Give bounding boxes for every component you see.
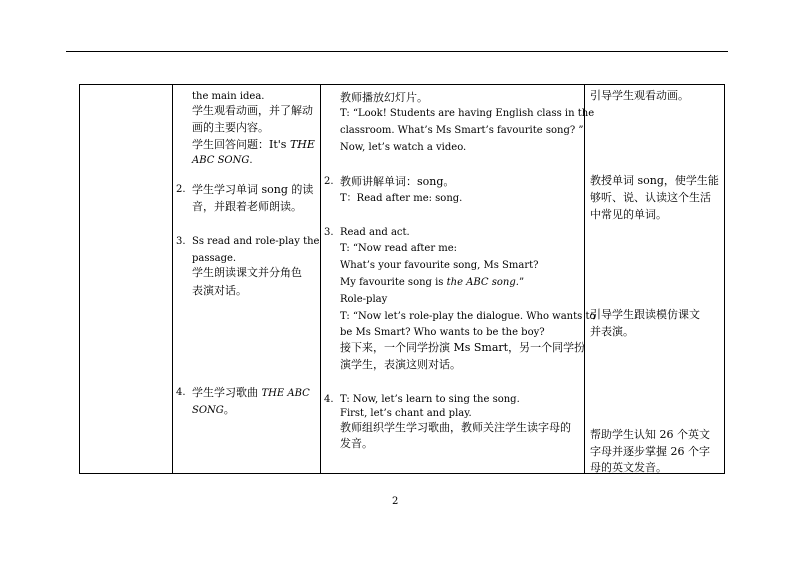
teacher-item-2-number: 2. — [324, 176, 334, 187]
header-rule — [66, 51, 728, 52]
student-item-3-line-3: 学生朗读课文并分角色 — [192, 266, 302, 279]
purpose-4-line-3: 母的英文发音。 — [590, 461, 667, 474]
column-divider-3 — [584, 84, 585, 474]
student-item-2-line-1: 学生学习单词 song 的读 — [192, 183, 314, 196]
teacher-item-4-line-1: T: Now, let’s learn to sing the song. — [340, 394, 520, 405]
student-item-4-line-1: 学生学习歌曲 THE ABC — [192, 386, 310, 399]
student-intro-line-2: 学生观看动画，并了解动 — [192, 104, 313, 117]
student-item-3-line-4: 表演对话。 — [192, 284, 247, 297]
teacher-item-3-line-9: 演学生，表演这则对话。 — [340, 358, 461, 371]
teacher-item-3-line-6: T: “Now let’s role-play the dialogue. Who wants to — [340, 311, 596, 322]
purpose-3-line-1: 引导学生跟读模仿课文 — [590, 308, 700, 321]
teacher-item-3-line-2: T: “Now read after me: — [340, 243, 458, 254]
teacher-intro-line-2: T: “Look! Students are having English class in the — [340, 108, 595, 119]
teacher-intro-line-3: classroom. What’s Ms Smart’s favourite song? ” — [340, 125, 584, 136]
teacher-item-4-line-3: 教师组织学生学习歌曲，教师关注学生读字母的 — [340, 421, 571, 434]
teacher-item-3-line-3: What’s your favourite song, Ms Smart? — [340, 260, 539, 271]
purpose-2-line-1: 教授单词 song，使学生能 — [590, 174, 719, 187]
column-divider-1 — [172, 84, 173, 474]
teacher-item-2-line-1: 教师讲解单词：song。 — [340, 175, 455, 188]
purpose-1: 引导学生观看动画。 — [590, 89, 689, 102]
student-item-4-line-2: SONG。 — [192, 403, 235, 416]
student-intro-line-1: the main idea. — [192, 91, 265, 102]
student-intro-line-4: 学生回答问题：It's THE — [192, 138, 315, 151]
teacher-item-2-line-2: T：Read after me: song. — [340, 193, 463, 204]
student-item-4-number: 4. — [176, 387, 186, 398]
column-divider-2 — [320, 84, 321, 474]
teacher-item-4-line-4: 发音。 — [340, 437, 373, 450]
student-item-3-line-1: Ss read and role-play the — [192, 236, 320, 247]
teacher-item-3-line-1: Read and act. — [340, 227, 410, 238]
student-intro-line-3: 画的主要内容。 — [192, 121, 269, 134]
purpose-3-line-2: 并表演。 — [590, 325, 634, 338]
teacher-item-4-number: 4. — [324, 394, 334, 405]
purpose-4-line-2: 字母并逐步掌握 26 个字 — [590, 445, 710, 458]
student-item-3-number: 3. — [176, 236, 186, 247]
teacher-item-3-number: 3. — [324, 227, 334, 238]
page-number: 2 — [392, 496, 399, 507]
purpose-4-line-1: 帮助学生认知 26 个英文 — [590, 428, 710, 441]
teacher-intro-line-1: 教师播放幻灯片。 — [340, 91, 428, 104]
teacher-item-3-line-4: My favourite song is the ABC song.” — [340, 277, 525, 288]
teacher-item-4-line-2: First, let’s chant and play. — [340, 408, 472, 419]
teacher-item-3-line-5: Role-play — [340, 294, 388, 305]
student-intro-line-5: ABC SONG. — [192, 155, 253, 166]
purpose-2-line-2: 够听、说、认读这个生活 — [590, 191, 711, 204]
teacher-item-3-line-7: be Ms Smart? Who wants to be the boy? — [340, 327, 545, 338]
teacher-item-3-line-8: 接下来，一个同学扮演 Ms Smart，另一个同学扮 — [340, 341, 586, 354]
teacher-intro-line-4: Now, let’s watch a video. — [340, 142, 467, 153]
student-item-2-number: 2. — [176, 184, 186, 195]
student-item-3-line-2: passage. — [192, 253, 237, 264]
purpose-2-line-3: 中常见的单词。 — [590, 208, 667, 221]
student-item-2-line-2: 音，并跟着老师朗读。 — [192, 200, 302, 213]
